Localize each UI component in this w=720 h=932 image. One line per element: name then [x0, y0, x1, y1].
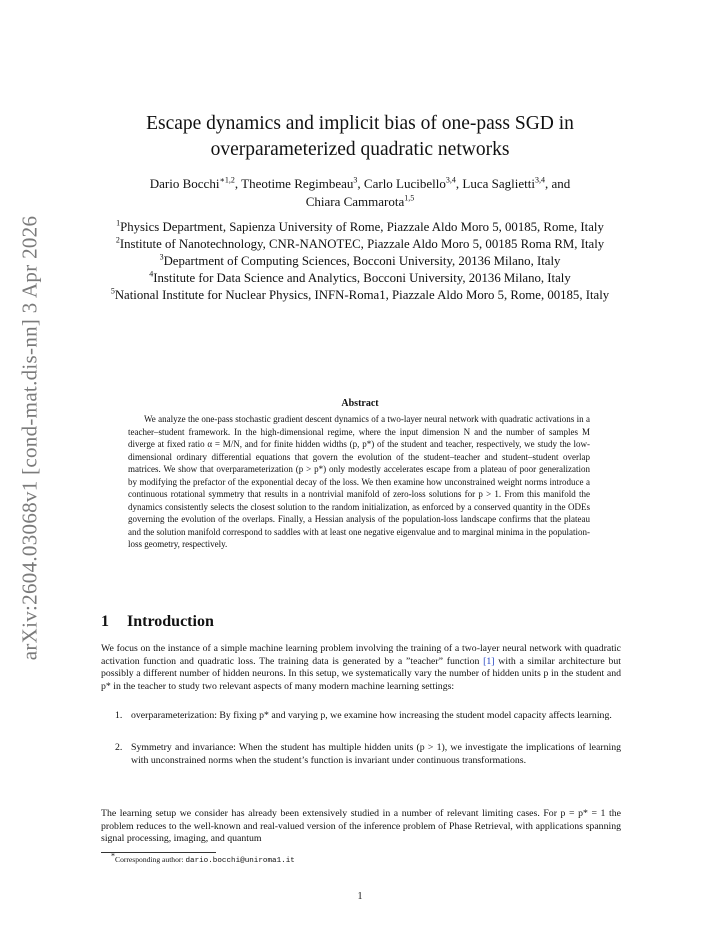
affiliation: [100, 236, 620, 253]
paragraph-text: with a similar architecture but possibly a different number of hidden neurons. In this setup, we systematically vary the number of hidden units p in the student and p* in the teacher to study two relevant aspects of many modern machine learning settings:: [101, 655, 621, 692]
affiliation-text: Department of Computing Sciences, Bocconi University, 20136 Milano, Italy: [163, 254, 561, 268]
section-heading: [101, 613, 214, 631]
affiliation-marker: 1: [116, 218, 121, 228]
intro-paragraph-1: [101, 643, 621, 693]
affiliation-marker: 2: [115, 235, 120, 245]
list-item: [101, 710, 621, 723]
affiliation-marker: 4: [149, 269, 154, 279]
paragraph-text: We focus on the instance of a simple machine learning problem involving the training of a two-layer neural network with quadratic activation function and quadratic loss. The training data is generated by a ”teacher” function: [101, 643, 621, 667]
author-name: , Carlo Lucibello: [357, 176, 446, 191]
footnote-label: Corresponding author:: [115, 855, 186, 864]
affiliation-text: National Institute for Nuclear Physics, INFN-Roma1, Piazzale Aldo Moro 5, Rome, 00185, Italy: [114, 288, 610, 302]
list-item-text: overparameterization: By fixing p* and varying p, we examine how increasing the student model capacity affects learning.: [131, 710, 612, 721]
title-line-2: overparameterized quadratic networks: [210, 139, 510, 160]
page-number: 1: [357, 891, 363, 902]
list-item-text: Symmetry and invariance: When the student has multiple hidden units (p > 1), we investigate the implications of learning with unconstrained norms when the student’s function is invariant under continuous transformations.: [131, 742, 621, 766]
affiliation-marker: 5: [110, 286, 115, 296]
section-number: 1: [101, 613, 109, 630]
author-affiliation-marker: 1,5: [404, 193, 415, 203]
abstract-text: We analyze the one-pass stochastic gradient descent dynamics of a two-layer neural network with quadratic activations in a teacher–student framework. In the high-dimensional regime, where the input dimension N and the number of samples M diverge at fixed ratio α = M/N, and for finite hidden widths (p, p*) of the student and teacher, respectively, we study the low-dimensional ordinary differential equations that govern the evolution of the student–teacher and student–student overlap matrices. We show that overparameterization (p > p*) only modestly accelerates escape from a plateau of poor generalization by modifying the prefactor of the exponential decay of the loss. We then examine how unconstrained weight norms introduce a continuous rotational symmetry that results in a nontrivial manifold of zero-loss solutions for p > 1. From this manifold the dynamics consistently selects the closest solution to the random initialization, as enforced by a conserved quantity in the ODEs governing the evolution of the overlaps. Finally, a Hessian analysis of the population-loss landscape confirms that the plateau and the solution manifold correspond to saddles with at least one negative eigenvalue and to marginal minima in the population-loss geometry, respectively.: [128, 414, 590, 549]
intro-paragraph-2: The learning setup we consider has already been extensively studied in a number of relevant limiting cases. For p = p* = 1 the problem reduces to the well-known and real-valued version of the inference problem of Phase Retrieval, with applications spanning signal processing, imaging, and quantum: [101, 808, 621, 845]
affiliation-text: Institute for Data Science and Analytics, Bocconi University, 20136 Milano, Italy: [153, 271, 571, 285]
abstract-heading: Abstract: [341, 398, 379, 409]
author-conjunction: , and: [544, 176, 571, 191]
arxiv-stamp-text: arXiv:2604.03068v1 [cond-mat.dis-nn] 3 Apr 2026: [17, 215, 42, 661]
affiliation-list: [100, 219, 620, 304]
affiliation: [100, 287, 620, 304]
author-affiliation-marker: 3: [353, 175, 358, 185]
footnote-divider: [101, 852, 216, 853]
affiliation: [100, 253, 620, 270]
author-affiliation-marker: 3,4: [534, 175, 545, 185]
affiliation-text: Institute of Nanotechnology, CNR-NANOTEC, Piazzale Aldo Moro 5, 00185 Roma RM, Italy: [119, 237, 605, 251]
author-name: , Luca Saglietti: [455, 176, 535, 191]
footnote-email[interactable]: dario.bocchi@uniroma1.it: [185, 857, 295, 865]
section-title: Introduction: [127, 613, 214, 630]
citation-link[interactable]: [1]: [483, 655, 495, 667]
list-marker: 2.: [115, 742, 123, 753]
affiliation-marker: 3: [159, 252, 164, 262]
list-item: [101, 742, 621, 767]
affiliation: [100, 270, 620, 287]
author-name: , Theotime Regimbeau: [234, 176, 354, 191]
list-marker: 1.: [115, 710, 123, 721]
author-affiliation-marker: 3,4: [445, 175, 456, 185]
title-line-1: Escape dynamics and implicit bias of one-pass SGD in: [146, 113, 574, 134]
arxiv-identifier-stamp: [14, 215, 46, 661]
author-affiliation-marker: ∗1,2: [219, 175, 235, 185]
affiliation: [100, 219, 620, 236]
author-list: [100, 175, 620, 211]
footnote: [111, 851, 295, 866]
footnote-marker: *: [111, 851, 115, 861]
author-name: Chiara Cammarota: [305, 194, 405, 209]
affiliation-text: Physics Department, Sapienza University of Rome, Piazzale Aldo Moro 5, 00185, Rome, Italy: [120, 220, 604, 234]
author-name: Dario Bocchi: [149, 176, 220, 191]
paper-title: [100, 111, 620, 163]
